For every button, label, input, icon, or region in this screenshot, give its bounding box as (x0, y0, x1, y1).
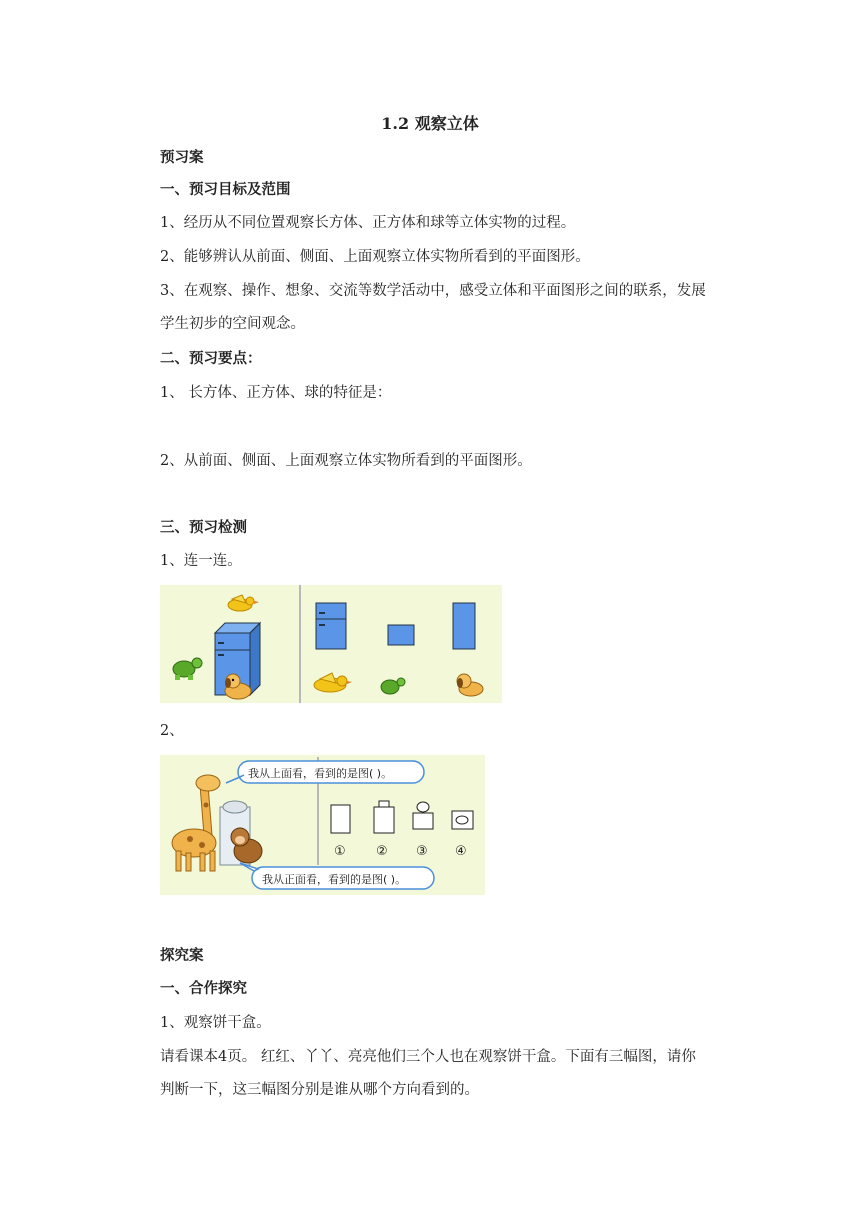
bubble-bottom-text: 我从正面看，看到的是图( )。 (262, 873, 407, 886)
option-1-shape-icon (331, 805, 350, 833)
preview-check-heading: 三、预习检测 (160, 520, 247, 536)
preview-goals-heading: 一、预习目标及范围 (160, 182, 291, 198)
views-figure (160, 755, 485, 895)
goal-item-1: 1、经历从不同位置观察长方体、正方体和球等立体实物的过程。 (160, 215, 576, 231)
question-1-label: 1、连一连。 (160, 553, 242, 569)
section-heading-preview: 预习案 (160, 150, 204, 166)
key-point-2: 2、从前面、侧面、上面观察立体实物所看到的平面图形。 (160, 453, 532, 469)
shape-tall-rect-icon (453, 603, 475, 649)
key-point-1: 1、 长方体、正方体、球的特征是： (160, 385, 392, 401)
speech-bubble-bottom (240, 863, 434, 889)
option-4-label: ④ (455, 844, 467, 859)
option-2-label: ② (376, 844, 388, 859)
matching-illustration (160, 585, 502, 703)
option-4-shape-icon (452, 811, 473, 829)
goal-item-3: 3、在观察、操作、想象、交流等数学活动中，感受立体和平面图形之间的联系，发展 (160, 283, 706, 299)
bubble-top-text: 我从上面看，看到的是图( )。 (248, 767, 393, 780)
page-title: 1.2 观察立体 (381, 114, 479, 133)
explore-question-1: 1、观察饼干盒。 (160, 1015, 271, 1031)
key-points-heading: 二、预习要点： (160, 351, 262, 367)
shape-square-icon (388, 625, 414, 645)
shape-fridge-front-icon (316, 603, 346, 649)
section-heading-explore: 探究案 (160, 948, 204, 964)
explore-text-2: 判断一下，这三幅图分别是谁从哪个方向看到的。 (160, 1082, 479, 1098)
option-3-label: ③ (416, 844, 428, 859)
speech-bubble-top (226, 761, 424, 783)
views-illustration (160, 755, 485, 895)
question-2-label: 2、 (160, 723, 184, 739)
goal-item-2: 2、能够辨认从前面、侧面、上面观察立体实物所看到的平面图形。 (160, 249, 590, 265)
goal-item-3-cont: 学生初步的空间观念。 (160, 316, 305, 332)
explore-text-1: 请看课本4页。 红红、丫丫、亮亮他们三个人也在观察饼干盒。下面有三幅图，请你 (160, 1049, 696, 1065)
matching-figure (160, 585, 502, 703)
option-1-label: ① (334, 844, 346, 859)
cooperative-heading: 一、合作探究 (160, 981, 247, 997)
